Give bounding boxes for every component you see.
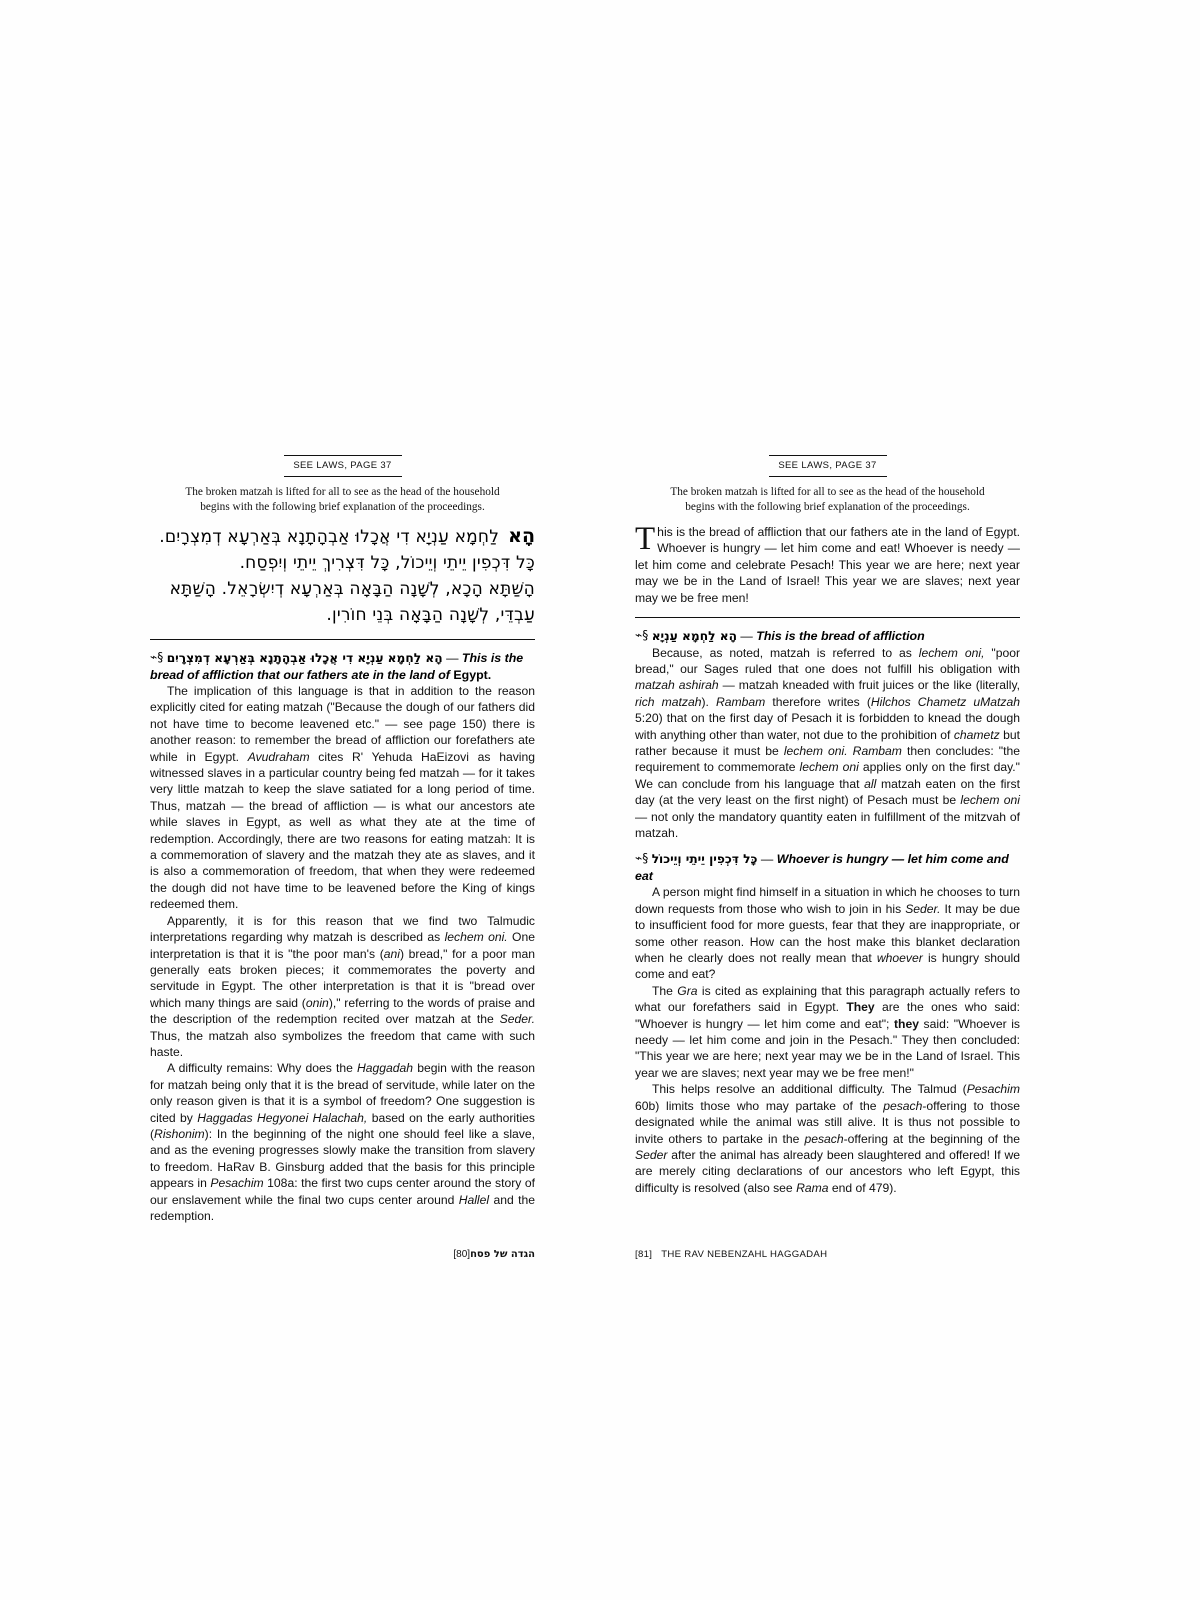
- paragraph: A person might find himself in a situation in which he chooses to turn down requests from those who wish to join in his Seder. It may be due to insufficient food for more guests, fear that they are inappropriate, or some other reason. How can the host make this blanket declaration when he clearly does not really mean that whoever is hungry should come and eat?: [635, 885, 1021, 982]
- laws-rule-top-left: [284, 455, 402, 456]
- hebrew-line-3: הָשַׁתָּא הָכָא, לְשָׁנָה הַבָּאָה בְּאַרְעָא דְיִשְׂרָאֵל. הָשַׁתָּא: [169, 579, 535, 599]
- book-title-english: THE RAV NEBENZAHL HAGGADAH: [661, 1249, 828, 1261]
- see-laws-label-left[interactable]: SEE LAWS, PAGE 37: [293, 460, 392, 471]
- hebrew-line-1: [150, 523, 535, 550]
- lemma-translation: This is the bread of affliction that our fathers ate in the land of: [150, 651, 524, 682]
- folio-number-right: [81]: [635, 1249, 653, 1261]
- lemma-hebrew: כָּל דִּכְפִין יֵיתֵי וְיֵיכוֹל: [651, 852, 758, 867]
- instruction-line-1: The broken matzah is lifted for all to see as the head of the household: [185, 486, 500, 498]
- commentary-separator-left: [150, 639, 535, 640]
- paragraph: A difficulty remains: Why does the Haggadah begin with the reason for matzah being only that it is the bread of servitude, while later on the only reason given is that it is a symbol of freedom? One suggestion is cited by Haggadas Hegyonei Halachah, based on the early authorities (Rishonim): In the beginning of the night one should feel like a slave, and as the evening progresses slowly make the transition from slavery to freedom. HaRav B. Ginsburg added that the basis for this principle appears in Pesachim 108a: the first two cups center around the story of our enslavement while the final two cups center around Hallel and the redemption.: [150, 1061, 536, 1223]
- hebrew-line-4: עַבְדֵּי, לְשָׁנָה הַבָּאָה בְּנֵי חוֹרִין.: [326, 605, 535, 625]
- dropcap-letter: T: [635, 521, 656, 557]
- lemma-translation: This is the bread of affliction: [756, 629, 925, 644]
- fleuron-icon: ⌁§: [635, 851, 649, 866]
- page-footer-right: [635, 1249, 1020, 1260]
- see-laws-banner-left: [150, 455, 535, 477]
- lemma-heading-2-right: [635, 850, 1020, 884]
- two-page-spread: [150, 455, 1040, 1260]
- see-laws-label-right[interactable]: SEE LAWS, PAGE 37: [778, 460, 877, 471]
- lemma-dash: —: [446, 651, 459, 665]
- lemma-dash: —: [760, 852, 774, 867]
- left-page: [150, 455, 535, 1260]
- paragraph: Apparently, it is for this reason that we find two Talmudic interpretations regarding why matzah is described as lechem oni. One interpretation is that it is "the poor man's (ani) bread," for a poor man generally eats broken pieces; it commemorates the poverty and servitude in Egypt. The other interpretation is that it is "bread over which many things are said (onin)," referring to the words of praise and the description of the redemption recited over matzah at the Seder. Thus, the matzah also symbolizes the freedom that came with such haste.: [150, 913, 536, 1059]
- page-footer-left: [150, 1249, 535, 1260]
- instruction-text-left: [150, 485, 535, 514]
- instruction-line-2: begins with the following brief explanation of the proceedings.: [200, 500, 485, 513]
- book-title-hebrew: הגדה של פסח: [470, 1249, 535, 1261]
- hebrew-lead-word: הָא: [508, 525, 535, 547]
- paragraph: The Gra is cited as explaining that this paragraph actually refers to what our forefathers said in Egypt. They are the ones who said: "Whoever is hungry — let him come and eat"; they said: "Whoever is needy — let him come and join in the Pesach." They then concluded: "This year we are here; next year may we be in the Land of Israel. This year we are slaves; next year may we be free men!": [635, 983, 1020, 1080]
- fleuron-icon: ⌁§: [150, 650, 164, 664]
- instruction-text-right: [635, 485, 1020, 514]
- hebrew-line-1-rest: לַחְמָא עַנְיָא דִי אֲכָלוּ אַבְהָתָנָא בְּאַרְעָא דְמִצְרָיִם.: [159, 527, 500, 547]
- commentary-body-left: [150, 683, 535, 1224]
- instruction-line-2: begins with the following brief explanation of the proceedings.: [685, 500, 970, 513]
- commentary-body-right-1: [635, 645, 1020, 842]
- lemma-heading-left: [150, 649, 535, 683]
- paragraph: The implication of this language is that in addition to the reason explicitly cited for eating matzah ("Because the dough of our fathers did not have time to become leavened etc." — see page 150) there is another reason: to remember the bread of affliction our forefathers ate while in Egypt. Avudraham cites R' Yehuda HaEizovi as having witnessed slaves in a particular country being fed matzah — for it takes very little matzah to keep the slave satiated for a long period of time. Thus, matzah — the bread of affliction — is what our ancestors ate while slaves in Egypt, as well as what they ate at the time of redemption. Accordingly, there are two reasons for eating matzah: It is a commemoration of slavery and the matzah they ate as slaves, and it is also a commemoration of freedom, that when they were redeemed the dough did not have time to be leavened before the King of kings redeemed them.: [150, 684, 535, 912]
- commentary-body-right-2: [635, 884, 1020, 1196]
- commentary-separator-right: [635, 617, 1020, 618]
- instruction-line-1: The broken matzah is lifted for all to see as the head of the household: [670, 486, 985, 498]
- english-translation-block: [635, 521, 1020, 606]
- laws-rule-top-right: [769, 455, 887, 456]
- hebrew-ha-lachma-text: [150, 523, 535, 628]
- lemma-translation: Whoever is hungry — let him come and eat: [635, 852, 1009, 883]
- hebrew-line-2: כָּל דִּכְפִין יֵיתֵי וְיֵיכוֹל, כָּל דִּצְרִיךְ יֵיתֵי וְיִפְסַח.: [239, 553, 535, 573]
- laws-rule-bottom-right: [769, 476, 887, 477]
- lemma-hebrew: הָא לַחְמָא עַנְיָא: [651, 629, 737, 644]
- see-laws-banner-right: [635, 455, 1020, 477]
- paragraph: This helps resolve an additional difficulty. The Talmud (Pesachim 60b) limits those who may partake of the pesach-offering to those designated while the animal was still alive. It is thus not possible to invite others to partake in the pesach-offering at the beginning of the Seder after the animal has already been slaughtered and offered! If we are merely citing declarations of our ancestors who left Egypt, this difficulty is resolved (also see Rama end of 479).: [635, 1082, 1021, 1195]
- translation-text: his is the bread of affliction that our fathers ate in the land of Egypt. Whoever is hungry — let him come and eat! Whoever is needy — let him come and celebrate Pesach! This year we are here; next year may we be in the Land of Israel! This year we are slaves; next year may we be free men!: [635, 525, 1020, 605]
- paragraph: Because, as noted, matzah is referred to as lechem oni, "poor bread," our Sages ruled that one does not fulfill his obligation with matzah ashirah — matzah kneaded with fruit juices or the like (literally, rich matzah). Rambam therefore writes (Hilchos Chametz uMatzah 5:20) that on the first day of Pesach it is forbidden to knead the dough with anything other than water, not due to the prohibition of chametz but rather because it must be lechem oni. Rambam then concludes: "the requirement to commemorate lechem oni applies only on the first day." We can conclude from his language that all matzah eaten on the first day (at the very least on the first night) of Pesach must be lechem oni — not only the mandatory quantity eaten in fulfillment of the mitzvah of matzah.: [635, 645, 1020, 840]
- fleuron-icon: ⌁§: [635, 628, 649, 643]
- laws-rule-bottom-left: [284, 476, 402, 477]
- lemma-dash: —: [740, 629, 753, 644]
- folio-number-left: [80]: [453, 1249, 471, 1261]
- right-page: [635, 455, 1020, 1260]
- lemma-translation-roman: Egypt.: [453, 667, 492, 682]
- lemma-heading-1-right: [635, 627, 1020, 645]
- lemma-hebrew: הָא לַחְמָא עַנְיָא דִי אֲכָלוּ אַבְהָתָנָא בְּאַרְעָא דְמִצְרָיִם: [166, 651, 443, 665]
